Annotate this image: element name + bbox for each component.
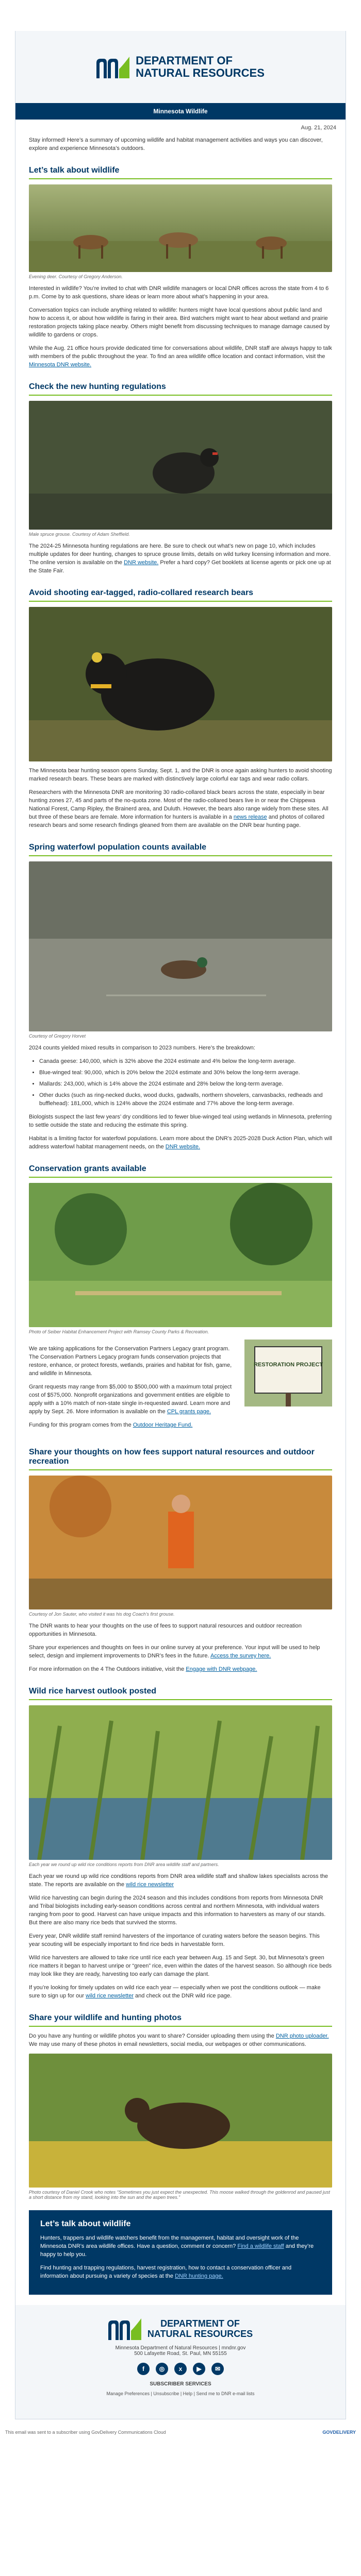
survey-p2 — [29, 1643, 332, 1660]
regs-p1-text: The 2024-25 Minnesota hunting regulations are here. Be sure to check out what’s new on page 10, which includes multiple updates for deer hunting, changes to spruce grouse limits, details on wild turkey licensing information and more. The online version is available on the — [29, 543, 331, 566]
rice-p4: Wild rice harvesters are allowed to take rice until rice each year between Aug. 15 and Sept. 30, but Minnesota’s green rice matters it began to harvest unripe or “green” rice, even within the dates of the harvest season. So although rice beds may look like they are ready, harvesting too early can damage the plant. — [29, 1955, 332, 1977]
grants-text — [29, 1340, 238, 1434]
wild-rice-photo[interactable] — [29, 1705, 332, 1860]
rice-p1 — [29, 1872, 332, 1889]
waterfowl-p3 — [29, 1134, 332, 1151]
bears-p2-text: Researchers with the Minnesota DNR are monitoring 30 radio-collared black bears across the state, especially in bear hunting zones 27, 45 and parts of the no-quota zone. Most of the radio-collared bears live in or near the Chippewa National Forest, Camp Ripley, the Brainerd area, and Duluth. However, the bears also range widely from these sites. All but three of these bears are female. More information for hunters is available in a — [29, 789, 329, 820]
bear-photo[interactable] — [29, 607, 332, 761]
grants-p3 — [29, 1421, 238, 1429]
grants-inset — [29, 1340, 332, 1434]
photo-uploader-link[interactable]: DNR photo uploader. — [275, 2033, 329, 2039]
footer-org: Minnesota Department of Natural Resources | mndnr.gov — [115, 2345, 246, 2351]
brand-line-2: NATURAL RESOURCES — [136, 66, 265, 79]
topbar — [0, 0, 361, 31]
grants-p2-text: Grant requests may range from $5,000 to $500,000 with a maximum total project cost of $575,000. Nonprofit organizations and government entities are eligible to apply with a 10% match of non-state single in-requested award. Learn more and apply by Sept. 26. More information is available on the — [29, 1384, 232, 1415]
grants-p1: We are taking applications for the Conservation Partners Legacy grant program. The Conservation Partners Legacy program funds conservation projects that restore, enhance, or protect forests, wetlands, prairies and habitat for fish, game, and wildlife in Minnesota. — [29, 1346, 232, 1377]
section-title-waterfowl: Spring waterfowl population counts available — [29, 843, 332, 856]
grants-p3-text: Funding for this program comes from the — [29, 1422, 133, 1428]
cpl-link[interactable]: CPL grants page. — [167, 1409, 211, 1415]
restoration-sign-image — [244, 1340, 332, 1406]
dnr-logo[interactable] — [96, 55, 265, 79]
sent-by-text: This email was sent to a subscriber using GovDelivery Communications Cloud — [5, 2430, 166, 2435]
cta-p2-text: Find hunting and trapping regulations, harvest registration, how to contact a conservation officer and information about pursuing a variety of species at the — [40, 2265, 292, 2279]
email-icon[interactable]: ✉ — [211, 2363, 224, 2375]
rice-p3: Every year, DNR wildlife staff remind harvesters of the importance of curating waters before the season begins. This year scouting will be especially important to find rice beds in harvestable form. — [29, 1933, 320, 1947]
govdelivery-logo[interactable]: GOVDELIVERY — [322, 2430, 356, 2435]
habitat-photo[interactable] — [29, 1183, 332, 1327]
engage-link[interactable]: Engage with DNR webpage. — [186, 1666, 257, 1672]
grants-p2 — [29, 1383, 238, 1416]
regs-p1 — [29, 542, 332, 575]
news-release-link[interactable]: news release — [233, 814, 267, 820]
newsletter-banner: Minnesota Wildlife — [15, 103, 346, 120]
cta-box — [29, 2210, 332, 2295]
talk-p1: Interested in wildlife? You’re invited to chat with DNR wildlife managers or local DNR offices across the state from 4 to 6 p.m. Come by to ask questions, share ideas or learn more about what’s happening in your area. — [29, 285, 329, 300]
talk-p3-text: While the Aug. 21 office hours provide dedicated time for conversations about wildlife, DNR staff are always happy to talk with members of the public throughout the year. To find an area wildlife office location and contact information, visit the — [29, 345, 332, 360]
cta-p1-text: Hunters, trappers and wildlife watchers benefit from the management, habitat and oversight work of the Minnesota DNR’s area wildlife offices. Have a question, comment or concern? — [40, 2235, 299, 2249]
heritage-fund-link[interactable]: Outdoor Heritage Fund. — [133, 1422, 193, 1428]
list-item: • Other ducks (such as ring-necked ducks, wood ducks, gadwalls, northern shovelers, canvasbacks, redheads and bufflehead): 181,000, which is 124% above the 2024 estimate and 77% above the long-term average. — [39, 1091, 332, 1108]
regs-p1b-text: Prefer a hard copy? Get booklets at license agents or pick one up at the State Fair. — [29, 560, 331, 574]
bears-p1: The Minnesota bear hunting season opens Sunday, Sept. 1, and the DNR is once again asking hunters to avoid shooting marked research bears. These bears are marked with distinctively large colorful ear tags and wear radio collars. — [29, 768, 332, 782]
brand-line-1: DEPARTMENT OF — [160, 2318, 240, 2329]
photo-caption: Courtesy of Jon Sauter, who visited it was his dog Coach’s first grouse. — [29, 1612, 175, 1617]
rice-p5-text: If you’re looking for timely updates on wild rice each year — especially when we post the conditions outlook — make sure to sign up for our — [29, 1985, 321, 1999]
facebook-icon[interactable]: f — [137, 2363, 150, 2375]
find-staff-link[interactable]: Find a wildlife staff — [237, 2243, 284, 2249]
sign-text: RESTORATION PROJECT — [253, 1362, 323, 1368]
wild-rice-newsletter-link[interactable]: wild rice newsletter — [86, 1993, 134, 1999]
talk-p2: Conversation topics can include anything related to wildlife: hunters might have local questions about public land and how to access it, or about how wildlife is faring in their area. Bird watchers might want to hear about wetland and prairie restoration projects taking place nearby. Others might benefit from discussing techniques to manage damage caused by wildlife to gardens or crops. — [29, 307, 330, 338]
survey-p3 — [29, 1665, 332, 1673]
list-item: • Blue-winged teal: 90,000, which is 20% below the 2024 estimate and 30% below the long-term average. — [39, 1069, 332, 1077]
photo-caption: Photo of Seiber Habitat Enhancement Project with Ramsey County Parks & Recreation. — [29, 1329, 209, 1334]
cta-title: Let’s talk about wildlife — [40, 2219, 131, 2228]
dnr-website-link[interactable]: Minnesota DNR website. — [29, 362, 92, 368]
bears-p2 — [29, 788, 332, 829]
survey-p3-text: For more information on the 4 The Outdoors initiative, visit the — [29, 1666, 186, 1672]
instagram-icon[interactable]: ◎ — [156, 2363, 168, 2375]
footer — [15, 2305, 346, 2419]
duck-photo[interactable] — [29, 861, 332, 1031]
section-title-grants: Conservation grants available — [29, 1164, 332, 1178]
photo-caption: Evening deer. Courtesy of Gregory Anderson. — [29, 274, 123, 279]
waterfowl-p2: Biologists suspect the last few years’ dry conditions led to fewer blue-winged teal using wetlands in Minnesota, preferring to settle outside the state and reducing the estimate this spring. — [29, 1114, 332, 1128]
bears-p2b-text: and photos of collared research bears and some research findings gleaned from them are available on the DNR bear hunting page. — [29, 814, 324, 828]
footer-links[interactable]: Manage Preferences | Unsubscribe | Help | Send me to DNR e-mail lists — [106, 2391, 255, 2396]
twitter-icon[interactable]: x — [174, 2363, 187, 2375]
social-icons — [31, 2363, 330, 2375]
list-item: • Mallards: 243,000, which is 14% above the 2024 estimate and 28% below the long-term average. — [39, 1080, 332, 1088]
section-title-survey: Share your thoughts on how fees support natural resources and outdoor recreation — [29, 1448, 332, 1470]
photo-caption: Photo courtesy of Daniel Crook who notes “Sometimes you just expect the unexpected. This moose walked through the goldenrod and paused just a short distance from my stand, looking into the sun and the aspen trees.” — [29, 2190, 330, 2200]
section-title-photos: Share your wildlife and hunting photos — [29, 2013, 332, 2027]
photos-p1b-text: We may use many of these photos in email newsletters, social media, our webpages or other communications. — [29, 2041, 306, 2047]
survey-p1: The DNR wants to hear your thoughts on the use of fees to support natural resources and outdoor recreation opportunities in Minnesota. — [29, 1623, 302, 1637]
photo-caption: Each year we round up wild rice conditions reports from DNR area wildlife staff and partners. — [29, 1862, 219, 1867]
duck-plan-link[interactable]: DNR website. — [165, 1144, 201, 1150]
subscriber-services: SUBSCRIBER SERVICES — [150, 2381, 211, 2387]
waterfowl-p1: 2024 counts yielded mixed results in comparison to 2023 numbers. Here’s the breakdown: — [29, 1045, 255, 1051]
issue-date: Aug. 21, 2024 — [301, 125, 336, 131]
section-title-regs: Check the new hunting regulations — [29, 382, 332, 396]
rice-p1-text: Each year we round up wild rice conditions reports from DNR area wildlife staff and shallow lakes specialists across the state. The reports are available on the — [29, 1873, 329, 1888]
email-body — [15, 31, 346, 2419]
outer-footer — [0, 2419, 361, 2445]
cta-p1 — [40, 2234, 321, 2259]
rice-p5 — [29, 1984, 332, 2000]
cta-p1b-text: and they’re happy to help you. — [40, 2243, 314, 2258]
brand-line-2: NATURAL RESOURCES — [147, 2329, 253, 2339]
footer-address: 500 Lafayette Road, St. Paul, MN 55155 — [134, 2351, 227, 2357]
talk-p3 — [29, 344, 332, 369]
header — [15, 31, 346, 103]
rice-p5b-text: and check out the DNR wild rice page. — [133, 1993, 232, 1999]
footer-logo[interactable] — [31, 2317, 330, 2340]
section-title-rice: Wild rice harvest outlook posted — [29, 1687, 332, 1700]
hunter-photo[interactable] — [29, 1476, 332, 1609]
survey-link[interactable]: Access the survey here. — [210, 1653, 271, 1659]
moose-photo[interactable] — [29, 2054, 332, 2188]
deer-photo[interactable] — [29, 184, 332, 272]
intro-text: Stay informed! Here’s a summary of upcoming wildlife and habitat management activities and ways you can discover, explore and experience Minnesota’s outdoors. — [29, 137, 323, 151]
youtube-icon[interactable]: ▶ — [193, 2363, 205, 2375]
waterfowl-p3-text: Habitat is a limiting factor for waterfowl populations. Learn more about the DNR’s 2025-2028 Duck Action Plan, which will address waterfowl habitat management needs, on the — [29, 1136, 332, 1150]
regs-link[interactable]: DNR website. — [124, 560, 159, 566]
photo-caption: Courtesy of Gregory Horvet — [29, 1033, 86, 1039]
cta-p2 — [40, 2264, 321, 2280]
survey-p2-text: Share your experiences and thoughts on fees in our online survey at your preference. Your input will be used to help select, design and implement improvements to DNR’s fees in the future. — [29, 1645, 320, 1659]
list-item: • Canada geese: 140,000, which is 32% above the 2024 estimate and 4% below the long-term average. — [39, 1057, 332, 1065]
waterfowl-list — [29, 1057, 332, 1108]
photos-p1 — [29, 2032, 332, 2048]
rice-p2: Wild rice harvesting can begin during the 2024 season and this includes conditions from reports from Minnesota DNR and Tribal biologists including early-season conditions across central and northern Minnesota, with individual waters ranging from poor to good. Harvest can have unique impacts and this information to harvesters as many of our stands. But there are also many rice beds that survived the storms. — [29, 1895, 326, 1926]
photo-caption: Male spruce grouse. Courtesy of Adam Sheffield. — [29, 532, 130, 537]
content — [15, 136, 346, 2305]
dnr-mark-icon — [108, 2317, 141, 2340]
grouse-photo[interactable] — [29, 401, 332, 530]
hunting-page-link[interactable]: DNR hunting page. — [175, 2273, 223, 2279]
wild-rice-page-link[interactable]: wild rice newsletter — [126, 1882, 174, 1888]
section-title-bears: Avoid shooting ear-tagged, radio-collared research bears — [29, 588, 332, 602]
photos-p1-text: Do you have any hunting or wildlife photos you want to share? Consider uploading them using the — [29, 2033, 276, 2039]
dnr-mark-icon — [96, 56, 129, 78]
section-title-talk: Let’s talk about wildlife — [29, 166, 332, 179]
brand-line-1: DEPARTMENT OF — [136, 54, 233, 67]
